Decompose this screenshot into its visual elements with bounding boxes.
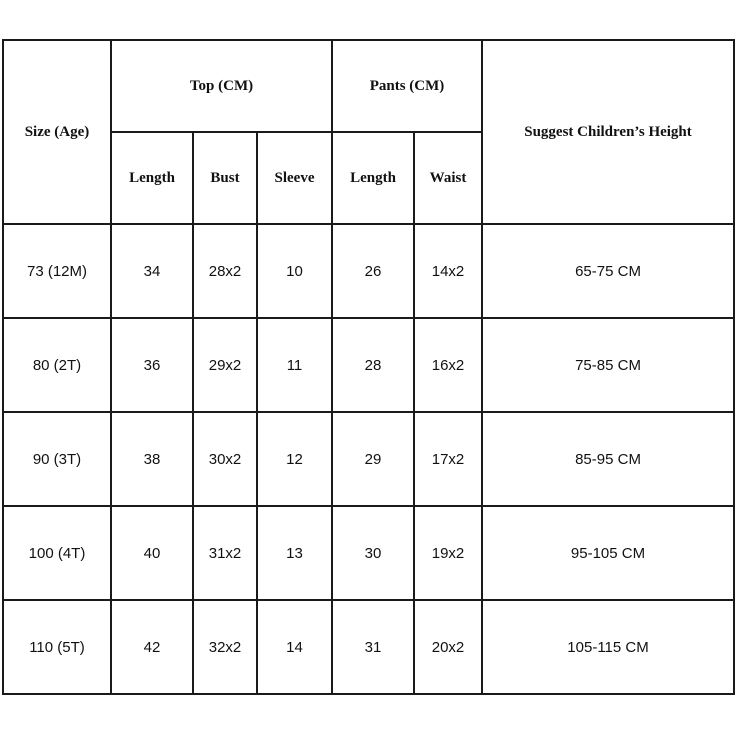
header-top-group: Top (CM) bbox=[111, 40, 332, 132]
cell-pants-length: 31 bbox=[332, 600, 414, 694]
cell-height: 65-75 CM bbox=[482, 224, 734, 318]
header-top-bust: Bust bbox=[193, 132, 257, 224]
cell-pants-length: 29 bbox=[332, 412, 414, 506]
cell-height: 105-115 CM bbox=[482, 600, 734, 694]
cell-top-sleeve: 12 bbox=[257, 412, 332, 506]
cell-pants-waist: 19x2 bbox=[414, 506, 482, 600]
cell-size: 100 (4T) bbox=[3, 506, 111, 600]
header-top-length: Length bbox=[111, 132, 193, 224]
cell-top-bust: 28x2 bbox=[193, 224, 257, 318]
cell-pants-length: 30 bbox=[332, 506, 414, 600]
header-size-age: Size (Age) bbox=[3, 40, 111, 224]
cell-height: 95-105 CM bbox=[482, 506, 734, 600]
table-row bbox=[3, 224, 734, 318]
cell-pants-waist: 20x2 bbox=[414, 600, 482, 694]
cell-pants-waist: 16x2 bbox=[414, 318, 482, 412]
cell-size: 80 (2T) bbox=[3, 318, 111, 412]
cell-pants-length: 26 bbox=[332, 224, 414, 318]
cell-top-sleeve: 14 bbox=[257, 600, 332, 694]
cell-top-bust: 32x2 bbox=[193, 600, 257, 694]
table-row bbox=[3, 412, 734, 506]
cell-top-length: 36 bbox=[111, 318, 193, 412]
cell-top-length: 40 bbox=[111, 506, 193, 600]
header-row-groups bbox=[3, 40, 734, 132]
table-row bbox=[3, 318, 734, 412]
cell-top-sleeve: 11 bbox=[257, 318, 332, 412]
cell-height: 75-85 CM bbox=[482, 318, 734, 412]
header-pants-group: Pants (CM) bbox=[332, 40, 482, 132]
table-row bbox=[3, 600, 734, 694]
cell-top-length: 34 bbox=[111, 224, 193, 318]
cell-top-length: 38 bbox=[111, 412, 193, 506]
header-suggested-height: Suggest Children’s Height bbox=[482, 40, 734, 224]
cell-pants-waist: 17x2 bbox=[414, 412, 482, 506]
cell-size: 90 (3T) bbox=[3, 412, 111, 506]
cell-top-bust: 31x2 bbox=[193, 506, 257, 600]
cell-top-length: 42 bbox=[111, 600, 193, 694]
cell-pants-waist: 14x2 bbox=[414, 224, 482, 318]
cell-size: 73 (12M) bbox=[3, 224, 111, 318]
cell-top-sleeve: 13 bbox=[257, 506, 332, 600]
table-row bbox=[3, 506, 734, 600]
cell-top-bust: 29x2 bbox=[193, 318, 257, 412]
cell-size: 110 (5T) bbox=[3, 600, 111, 694]
header-pants-waist: Waist bbox=[414, 132, 482, 224]
header-top-sleeve: Sleeve bbox=[257, 132, 332, 224]
size-chart-table bbox=[2, 39, 735, 695]
cell-top-sleeve: 10 bbox=[257, 224, 332, 318]
cell-height: 85-95 CM bbox=[482, 412, 734, 506]
header-pants-length: Length bbox=[332, 132, 414, 224]
cell-top-bust: 30x2 bbox=[193, 412, 257, 506]
cell-pants-length: 28 bbox=[332, 318, 414, 412]
